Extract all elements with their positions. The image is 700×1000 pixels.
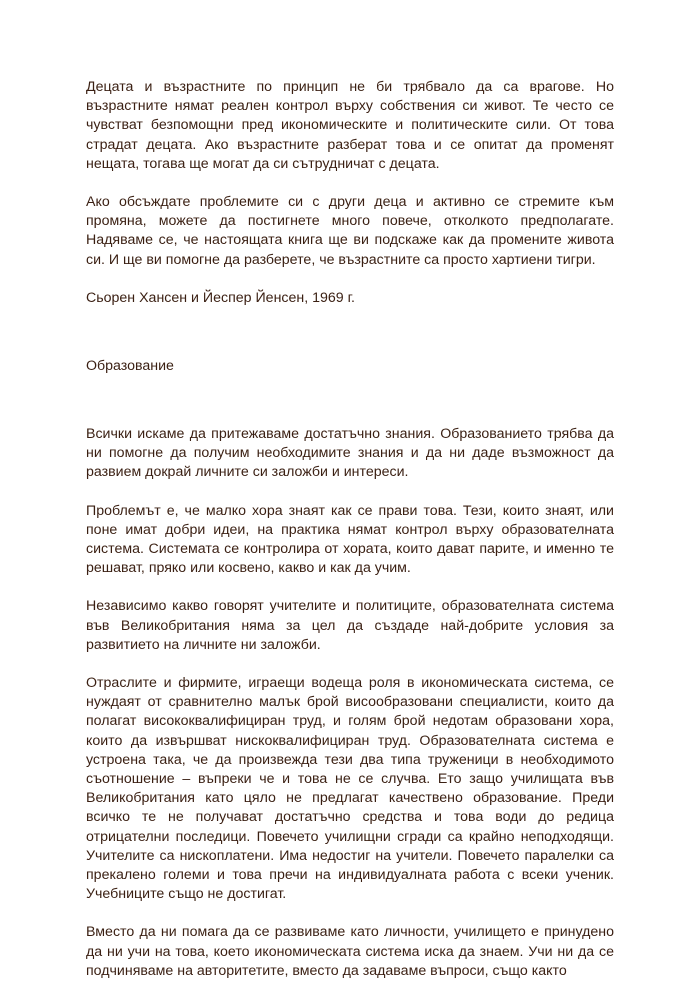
intro-block (86, 78, 614, 308)
section-paragraph-2: Проблемът е, че малко хора знаят как се прави това. Тези, които знаят, или поне имат добри идеи, на практика нямат контрол върху образователната система. Системата се контролира от хората, които дават парите, и именно те решават, пряко или косвено, какво и как да учим. (86, 502, 614, 577)
education-section (86, 425, 614, 1000)
section-paragraph-1: Всички искаме да притежаваме достатъчно знания. Образованието трябва да ни помогне да получим необходимите знания и да ни даде възможност да развием докрай личните си заложби и интереси. (86, 426, 614, 481)
author-line: Сьорен Хансен и Йеспер Йенсен, 1969 г. (86, 289, 355, 306)
intro-paragraph-2: Ако обсъждате проблемите си с други деца и активно се стремите към промяна, можете да постигнете много повече, отколкото предполагате. Надяваме се, че настоящата книга ще ви подскаже как да промените живота си. И ще ви помогне да разберете, че възрастните са просто хартиени тигри. (86, 194, 614, 268)
section-heading: Образование (86, 358, 174, 374)
section-paragraph-4: Отраслите и фирмите, играещи водеща роля в икономическата система, се нуждаят от сравнително малък брой висообразовани специалисти, които да полагат висококвалифициран труд, и голям брой недотам образовани хора, които да извършват нискоквалифициран труд. Образователната система е устроена така, че да произвежда тези два типа труженици в необходимото съотношение – въпреки че и това не се случва. Ето защо училищата във Великобритания като цяло не предлагат качествено образование. Преди всичко те не получават достатъчно средства и това води до редица отрицателни последици. Повечето училищни сгради са крайно неподходящи. Учителите са нископлатени. Има недостиг на учители. Повечето паралелки са прекалено големи и това пречи на индивидуалната работа с всеки ученик. Учебниците също не достигат. (86, 675, 614, 903)
section-paragraph-5: Вместо да ни помага да се развиваме като личности, училището е принудено да ни учи на това, което икономическата система иска да знаем. Учи ни да се подчиняваме на авторитетите, вместо да задаваме въпроси, също както (86, 924, 614, 979)
section-paragraph-3: Независимо какво говорят учителите и политиците, образователната система във Великобритания няма за цел да създаде най-добрите условия за развитието на личните ни заложби. (86, 598, 614, 653)
intro-paragraph-1: Децата и възрастните по принцип не би трябвало да са врагове. Но възрастните нямат реален контрол върху собствения си живот. Те често се чувстват безпомощни пред икономическите и политическите сили. От това страдат децата. Ако възрастните разберат това и се опитат да променят нещата, тогава ще могат да си сътрудничат с децата. (86, 79, 614, 172)
